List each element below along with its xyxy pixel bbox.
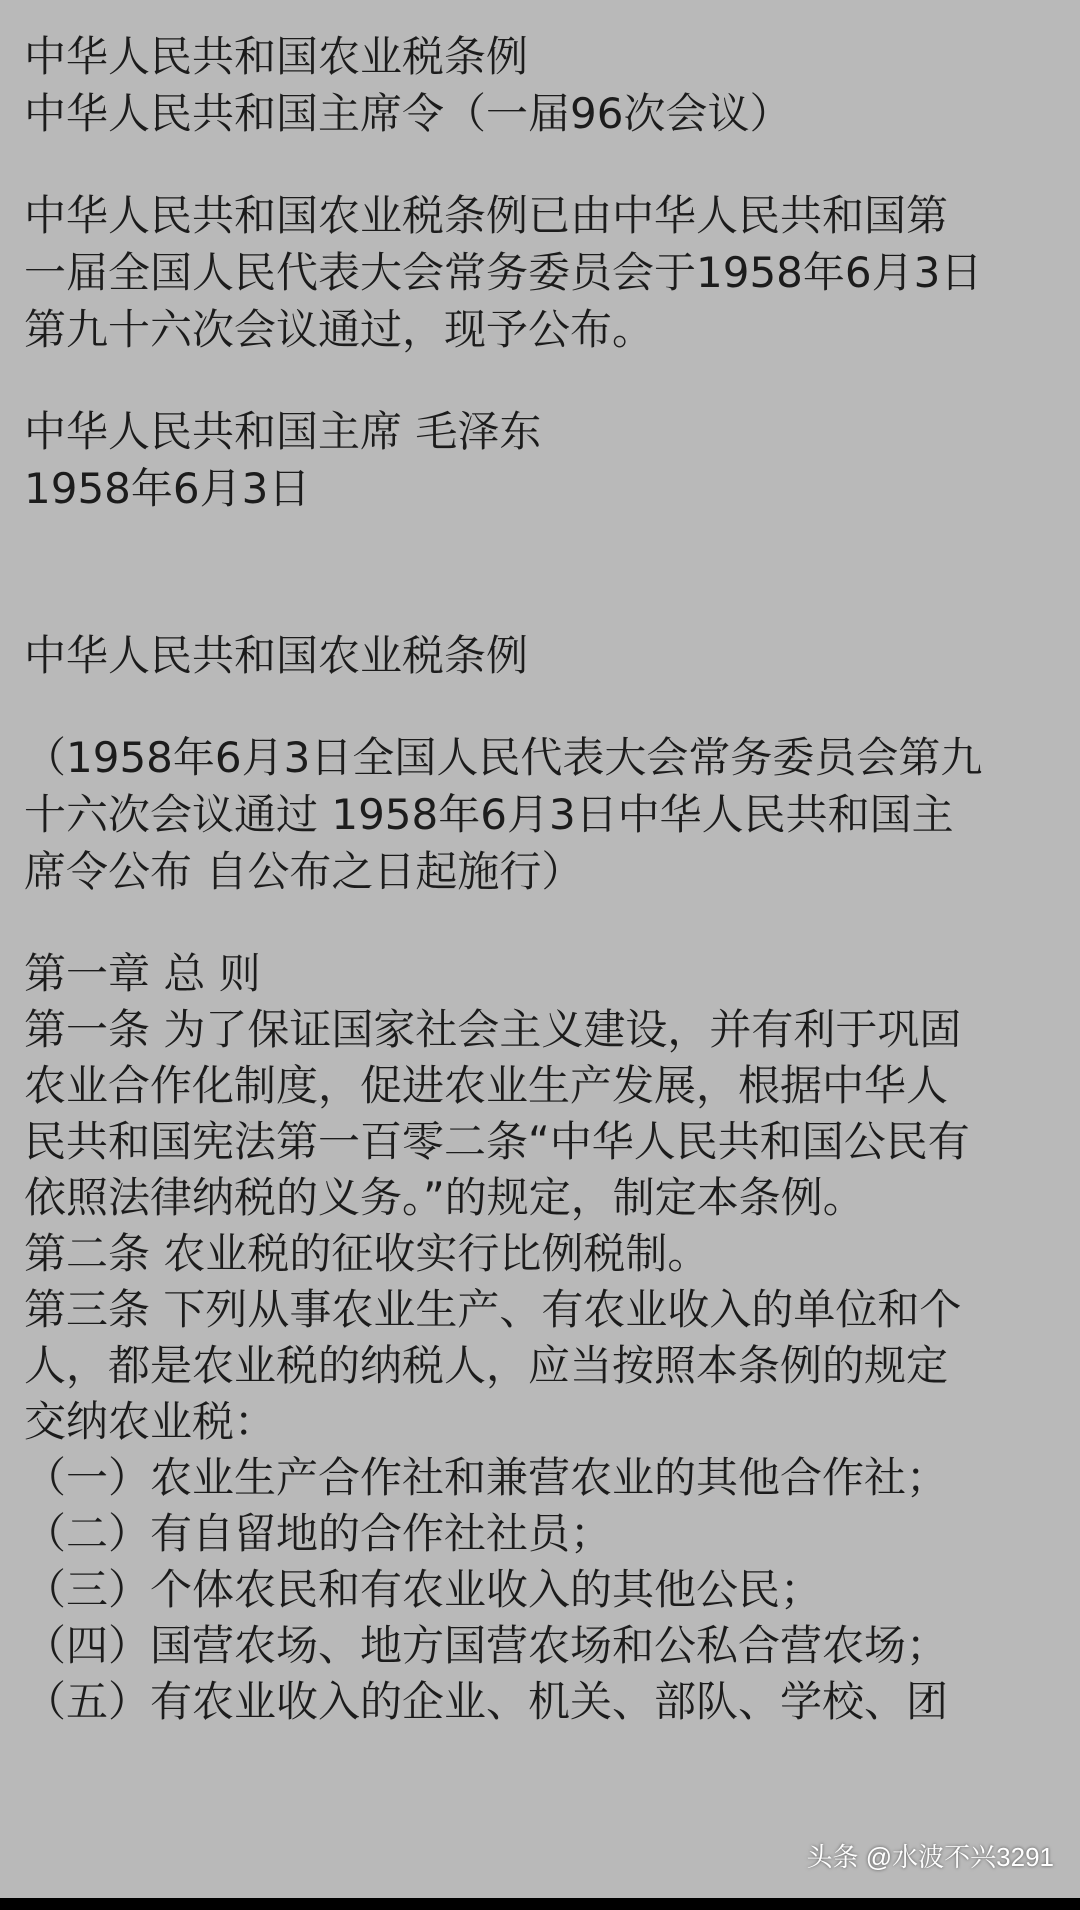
article-line: 第二条 农业税的征收实行比例税制。 (24, 1229, 710, 1278)
article-line: 民共和国宪法第一百零二条“中华人民共和国公民有 (24, 1117, 970, 1166)
article-line: 农业合作化制度，促进农业生产发展，根据中华人 (24, 1061, 949, 1110)
articles (24, 1002, 1064, 1450)
article-line: 第一条 为了保证国家社会主义建设，并有利于巩固 (24, 1005, 962, 1054)
signature-block (24, 403, 1064, 517)
adoption-note-line: 十六次会议通过 1958年6月3日中华人民共和国主 (24, 790, 954, 839)
promulgation-paragraph (24, 187, 1064, 358)
bottom-bar (0, 1898, 1080, 1910)
adoption-note-line: 席令公布 自公布之日起施行） (24, 847, 584, 896)
article-line: 第三条 下列从事农业生产、有农业收入的单位和个 (24, 1285, 962, 1334)
list-item: （二）有自留地的合作社社员； (24, 1509, 613, 1558)
header-line: 中华人民共和国农业税条例 (24, 32, 529, 81)
document-title: 中华人民共和国农业税条例 (24, 631, 529, 680)
list-item: （五）有农业收入的企业、机关、部队、学校、团 (24, 1677, 949, 1726)
header-line: 中华人民共和国主席令（一届96次会议） (24, 89, 792, 138)
document-header (24, 28, 1064, 142)
article-line: 依照法律纳税的义务。”的规定，制定本条例。 (24, 1173, 865, 1222)
list-item: （四）国营农场、地方国营农场和公私合营农场； (24, 1621, 949, 1670)
article-line: 交纳农业税： (24, 1397, 277, 1446)
chapter-title: 第一章 总 则 (24, 949, 261, 998)
adoption-note-line: （1958年6月3日全国人民代表大会常务委员会第九 (24, 733, 983, 782)
document-body (24, 28, 1064, 1730)
promulgation-line: 中华人民共和国农业税条例已由中华人民共和国第 (24, 191, 949, 240)
promulgation-line: 第九十六次会议通过，现予公布。 (24, 305, 655, 354)
article-line: 人，都是农业税的纳税人，应当按照本条例的规定 (24, 1341, 949, 1390)
promulgation-line: 一届全国人民代表大会常务委员会于1958年6月3日 (24, 248, 983, 297)
list-item: （一）农业生产合作社和兼营农业的其他合作社； (24, 1453, 949, 1502)
adoption-note (24, 729, 1064, 900)
watermark: 头条 @水波不兴3291 (806, 1842, 1054, 1872)
article-items (24, 1450, 1064, 1730)
signature-line: 中华人民共和国主席 毛泽东 (24, 407, 542, 456)
list-item: （三）个体农民和有农业收入的其他公民； (24, 1565, 823, 1614)
signature-date: 1958年6月3日 (24, 464, 311, 513)
